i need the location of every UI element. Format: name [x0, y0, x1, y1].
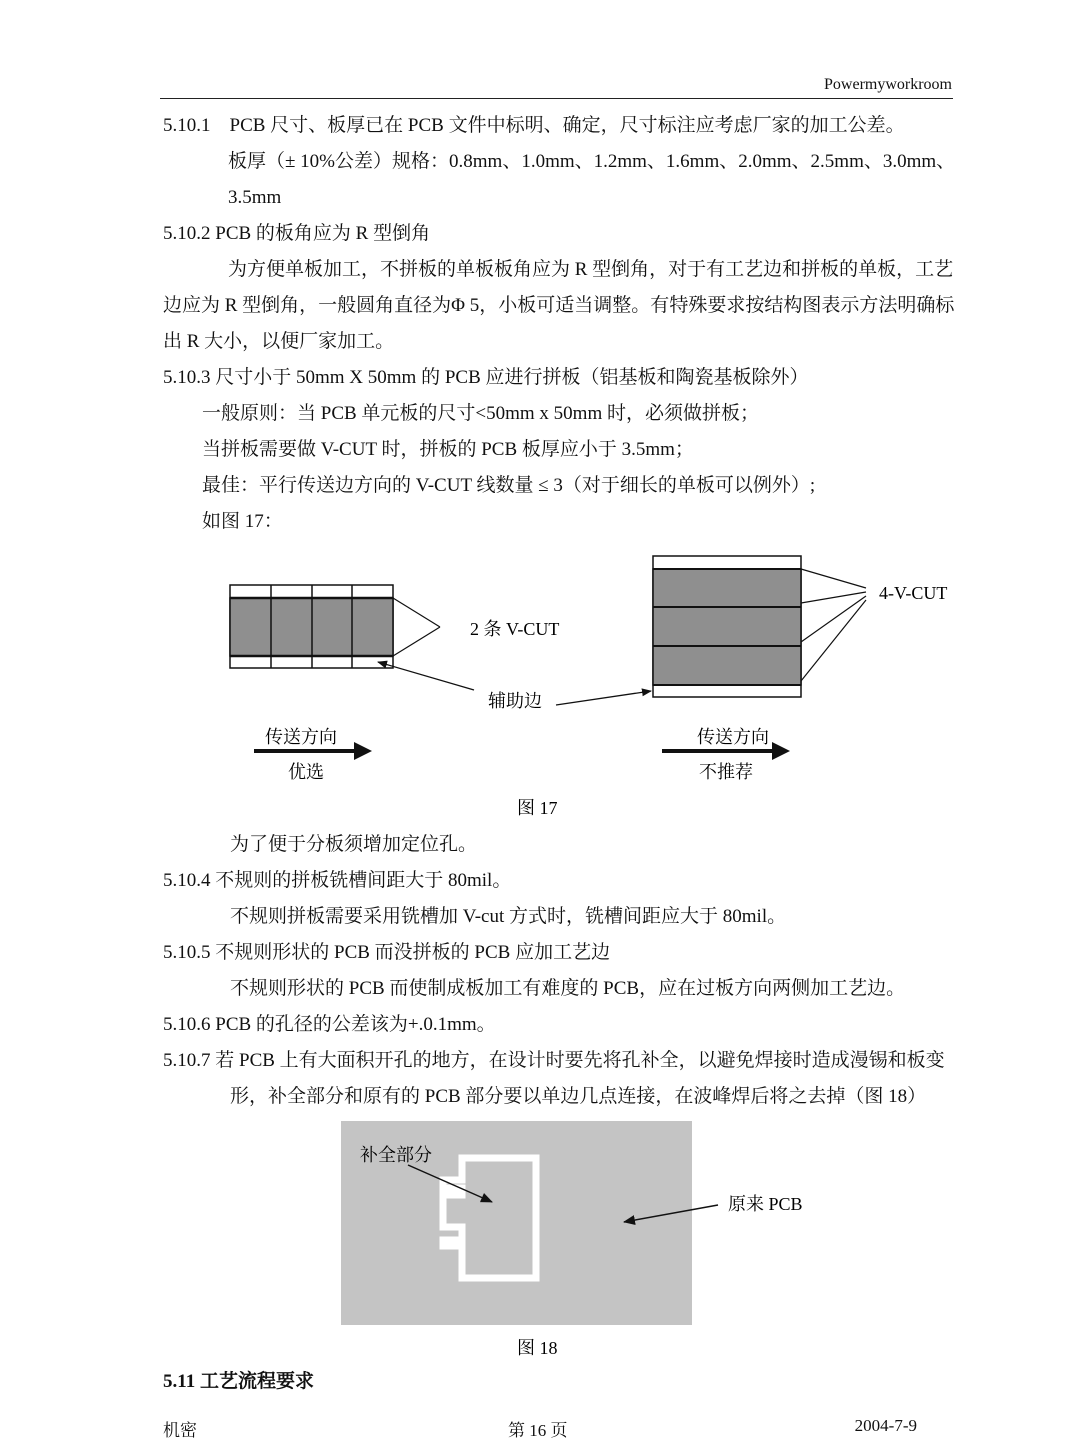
heading-5-10-2: 5.10.2 PCB 的板角应为 R 型倒角: [163, 223, 431, 244]
para-5-10-7-a: 5.10.7 若 PCB 上有大面积开孔的地方，在设计时要先将孔补全，以避免焊接时造成漫锡和板变: [163, 1050, 945, 1071]
label-2-vcut: 2 条 V-CUT: [470, 619, 560, 639]
para-5-10-5: 不规则形状的 PCB 而使制成板加工有难度的 PCB，应在过板方向两侧加工艺边。: [230, 978, 906, 999]
para-5-10-1: 5.10.1 PCB 尺寸、板厚已在 PCB 文件中标明、确定，尺寸标注应考虑厂家的加工公差。: [163, 115, 905, 136]
label-direction-right: 传送方向: [697, 727, 769, 747]
heading-5-10-4: 5.10.4 不规则的拼板铣槽间距大于 80mil。: [163, 870, 512, 891]
figure-17-caption: 图 17: [517, 798, 558, 818]
right-vcut-pointer-lines: [801, 569, 866, 681]
label-4-vcut: 4-V-CUT: [879, 583, 948, 603]
para-5-10-2-a: 为方便单板加工，不拼板的单板板角应为 R 型倒角，对于有工艺边和拼板的单板，工艺: [228, 259, 954, 280]
header-rule: [160, 98, 953, 99]
para-vcut-thickness: 当拼板需要做 V-CUT 时，拼板的 PCB 板厚应小于 3.5mm；: [202, 439, 694, 460]
para-thickness-spec-cont: 3.5mm: [228, 187, 282, 208]
footer-confidential: 机密: [163, 1421, 197, 1440]
label-fill-part: 补全部分: [360, 1145, 432, 1165]
aux-arrow-right: [556, 691, 651, 705]
para-locating-holes: 为了便于分板须增加定位孔。: [230, 834, 478, 855]
figure-18: [0, 1115, 1080, 1360]
heading-5-10-5: 5.10.5 不规则形状的 PCB 而没拼板的 PCB 应加工艺边: [163, 942, 611, 963]
aux-arrow-left: [378, 662, 474, 690]
footer-page-number: 第 16 页: [508, 1421, 568, 1440]
figure-17: [0, 540, 1080, 830]
para-best-practice: 最佳：平行传送边方向的 V-CUT 线数量 ≤ 3（对于细长的单板可以例外）;: [202, 475, 816, 496]
para-general-rule: 一般原则：当 PCB 单元板的尺寸<50mm x 50mm 时，必须做拼板；: [202, 403, 759, 424]
label-not-recommended: 不推荐: [699, 762, 753, 782]
right-panel-board: [653, 556, 801, 697]
footer-date: 2004-7-9: [854, 1416, 917, 1435]
left-vcut-pointer-lines: [393, 598, 440, 656]
para-5-10-4: 不规则拼板需要采用铣槽加 V-cut 方式时，铣槽间距应大于 80mil。: [230, 906, 787, 927]
para-see-fig17: 如图 17：: [202, 511, 283, 532]
para-5-10-7-b: 形，补全部分和原有的 PCB 部分要以单边几点连接，在波峰焊后将之去掉（图 18）: [230, 1086, 927, 1107]
section-heading-5-11: 5.11 工艺流程要求: [163, 1371, 314, 1392]
left-panel-board: [230, 585, 393, 668]
para-thickness-spec: 板厚（± 10%公差）规格：0.8mm、1.0mm、1.2mm、1.6mm、2.0mm、2.5mm、3.0mm、: [228, 151, 956, 172]
heading-5-10-3: 5.10.3 尺寸小于 50mm X 50mm 的 PCB 应进行拼板（铝基板和陶瓷基板除外）: [163, 367, 809, 388]
para-5-10-2-c: 出 R 大小，以便厂家加工。: [163, 331, 395, 352]
label-aux-edge: 辅助边: [488, 691, 542, 711]
label-original-pcb: 原来 PCB: [728, 1194, 803, 1214]
para-5-10-6: 5.10.6 PCB 的孔径的公差该为+.0.1mm。: [163, 1014, 496, 1035]
label-preferred: 优选: [288, 762, 324, 782]
figure-18-caption: 图 18: [517, 1338, 558, 1358]
label-direction-left: 传送方向: [265, 727, 337, 747]
header-brand: Powermyworkroom: [824, 76, 952, 93]
para-5-10-2-b: 边应为 R 型倒角，一般圆角直径为Φ 5，小板可适当调整。有特殊要求按结构图表示方法明确标: [163, 295, 955, 316]
